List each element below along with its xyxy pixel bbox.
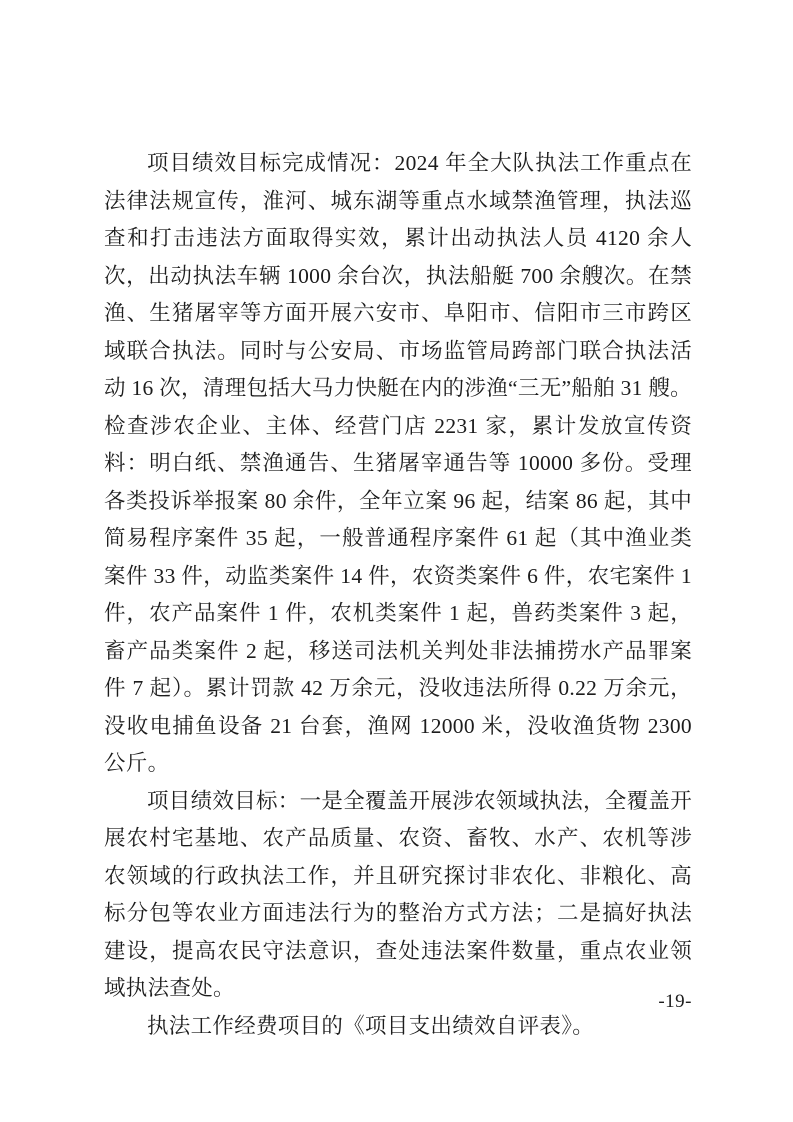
document-body [104, 145, 692, 1045]
paragraph-self-evaluation-table: 执法工作经费项目的《项目支出绩效自评表》。 [147, 1013, 595, 1038]
paragraph-performance-completion: 项目绩效目标完成情况：2024 年全大队执法工作重点在法律法规宣传，淮河、城东湖等重点水域禁渔管理，执法巡查和打击违法方面取得实效，累计出动执法人员 4120 余人次，出动执法车辆 1000 余台次，执法船艇 700 余艘次。在禁渔、生猪屠宰等方面开展六安市、阜阳市、信阳市三市跨区域联合执法。同时与公安局、市场监管局跨部门联合执法活动 16 次，清理包括大马力快艇在内的涉渔“三无”船舶 31 艘。检查涉农企业、主体、经营门店 2231 家，累计发放宣传资料：明白纸、禁渔通告、生猪屠宰通告等 10000 多份。受理各类投诉举报案 80 余件，全年立案 96 起，结案 86 起，其中简易程序案件 35 起，一般普通程序案件 61 起（其中渔业类案件 33 件，动监类案件 14 件，农资类案件 6 件，农宅案件 1 件，农产品案件 1 件，农机类案件 1 起，兽药类案件 3 起，畜产品类案件 2 起，移送司法机关判处非法捕捞水产品罪案件 7 起）。累计罚款 42 万余元，没收违法所得 0.22 万余元，没收电捕鱼设备 21 台套，渔网 12000 米，没收渔货物 2300 公斤。 [104, 151, 692, 775]
page-number: -19- [658, 991, 692, 1012]
paragraph-performance-goals: 项目绩效目标：一是全覆盖开展涉农领域执法，全覆盖开展农村宅基地、农产品质量、农资、畜牧、水产、农机等涉农领域的行政执法工作，并且研究探讨非农化、非粮化、高标分包等农业方面违法行为的整治方式方法；二是搞好执法建设，提高农民守法意识，查处违法案件数量，重点农业领域执法查处。 [104, 788, 693, 1000]
